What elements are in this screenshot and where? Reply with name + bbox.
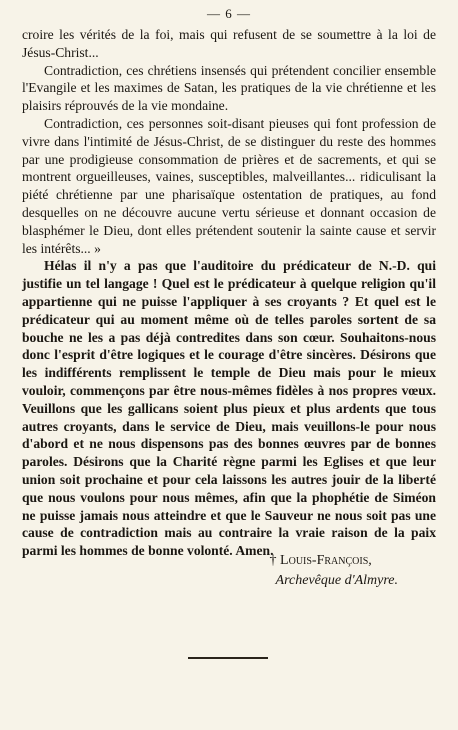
- paragraph-continuation: croire les vérités de la foi, mais qui refusent de se soumettre à la loi de Jésus-Christ...: [22, 27, 436, 60]
- signature-title: Archevêque d'Almyre.: [275, 573, 398, 588]
- paragraph-contradiction-1: Contradiction, ces chrétiens insensés qui prétendent concilier ensemble l'Evangile et les maximes de Satan, les pratiques de la vie chrétienne et les plaisirs réprouvés de la vie mondaine.: [22, 62, 436, 114]
- paragraph-conclusion: Hélas il n'y a pas que l'auditoire du prédicateur de N.-D. qui justifie un tel langage ! Quel est le prédicateur à quelque religion qu'il appartienne qui ne puisse l'appliquer à ses croyants ? Et quel est le prédicateur qui au moment même où de telles paroles sortent de sa bouche ne les a pas déjà contredites dans son cœur. Souhaitons-nous donc l'esprit d'être logiques et le courage d'être sincères. Désirons que les indifférents remplissent le temple de Dieu mais pour le mieux vouloir, commençons par être nous-mêmes fidèles à nos propres vœux. Veuillons que les gallicans soient plus pieux et plus ardents que tous autres croyants, dans le service de Dieu, mais veuillons-le pour nous d'abord et ne nous dispensons pas des bonnes œuvres par de bonnes paroles. Désirons que la Charité règne parmi les Eglises et que leur union soit prochaine et pour cela laissons les autres jouir de la liberté que nous voulons pour nous mêmes, afin que la phophétie de Siméon ne puisse jamais nous atteindre et que le Sauveur ne nous soit pas une cause de contradiction mais au contraire la vraie raison de la paix parmi les hommes de bonne volonté. Amen.: [22, 258, 436, 559]
- paragraph-contradiction-2: Contradiction, ces personnes soit-disant pieuses qui font profession de vivre dans l'intimité de Jésus-Christ, de se distinguer du reste des hommes par une prodigieuse consommation de prières et de sacrements, et qui se montrent orgueilleuses, vaines, susceptibles, malveillantes... ridiculisant la piété chrétienne par une pharisaïque ostentation de pratiques, au fond desquelles on ne découvre aucune vertu sérieuse et donnant occasion de blasphémer le Dieu, dont elles prétendent soutenir la sainte cause et servir les intérêts... »: [22, 115, 436, 256]
- body-text: [22, 26, 436, 560]
- signature-block: [270, 551, 398, 591]
- closing-rule: [188, 657, 268, 659]
- page-number: — 6 —: [207, 6, 251, 21]
- signature-name: † Louis-François,: [269, 553, 372, 568]
